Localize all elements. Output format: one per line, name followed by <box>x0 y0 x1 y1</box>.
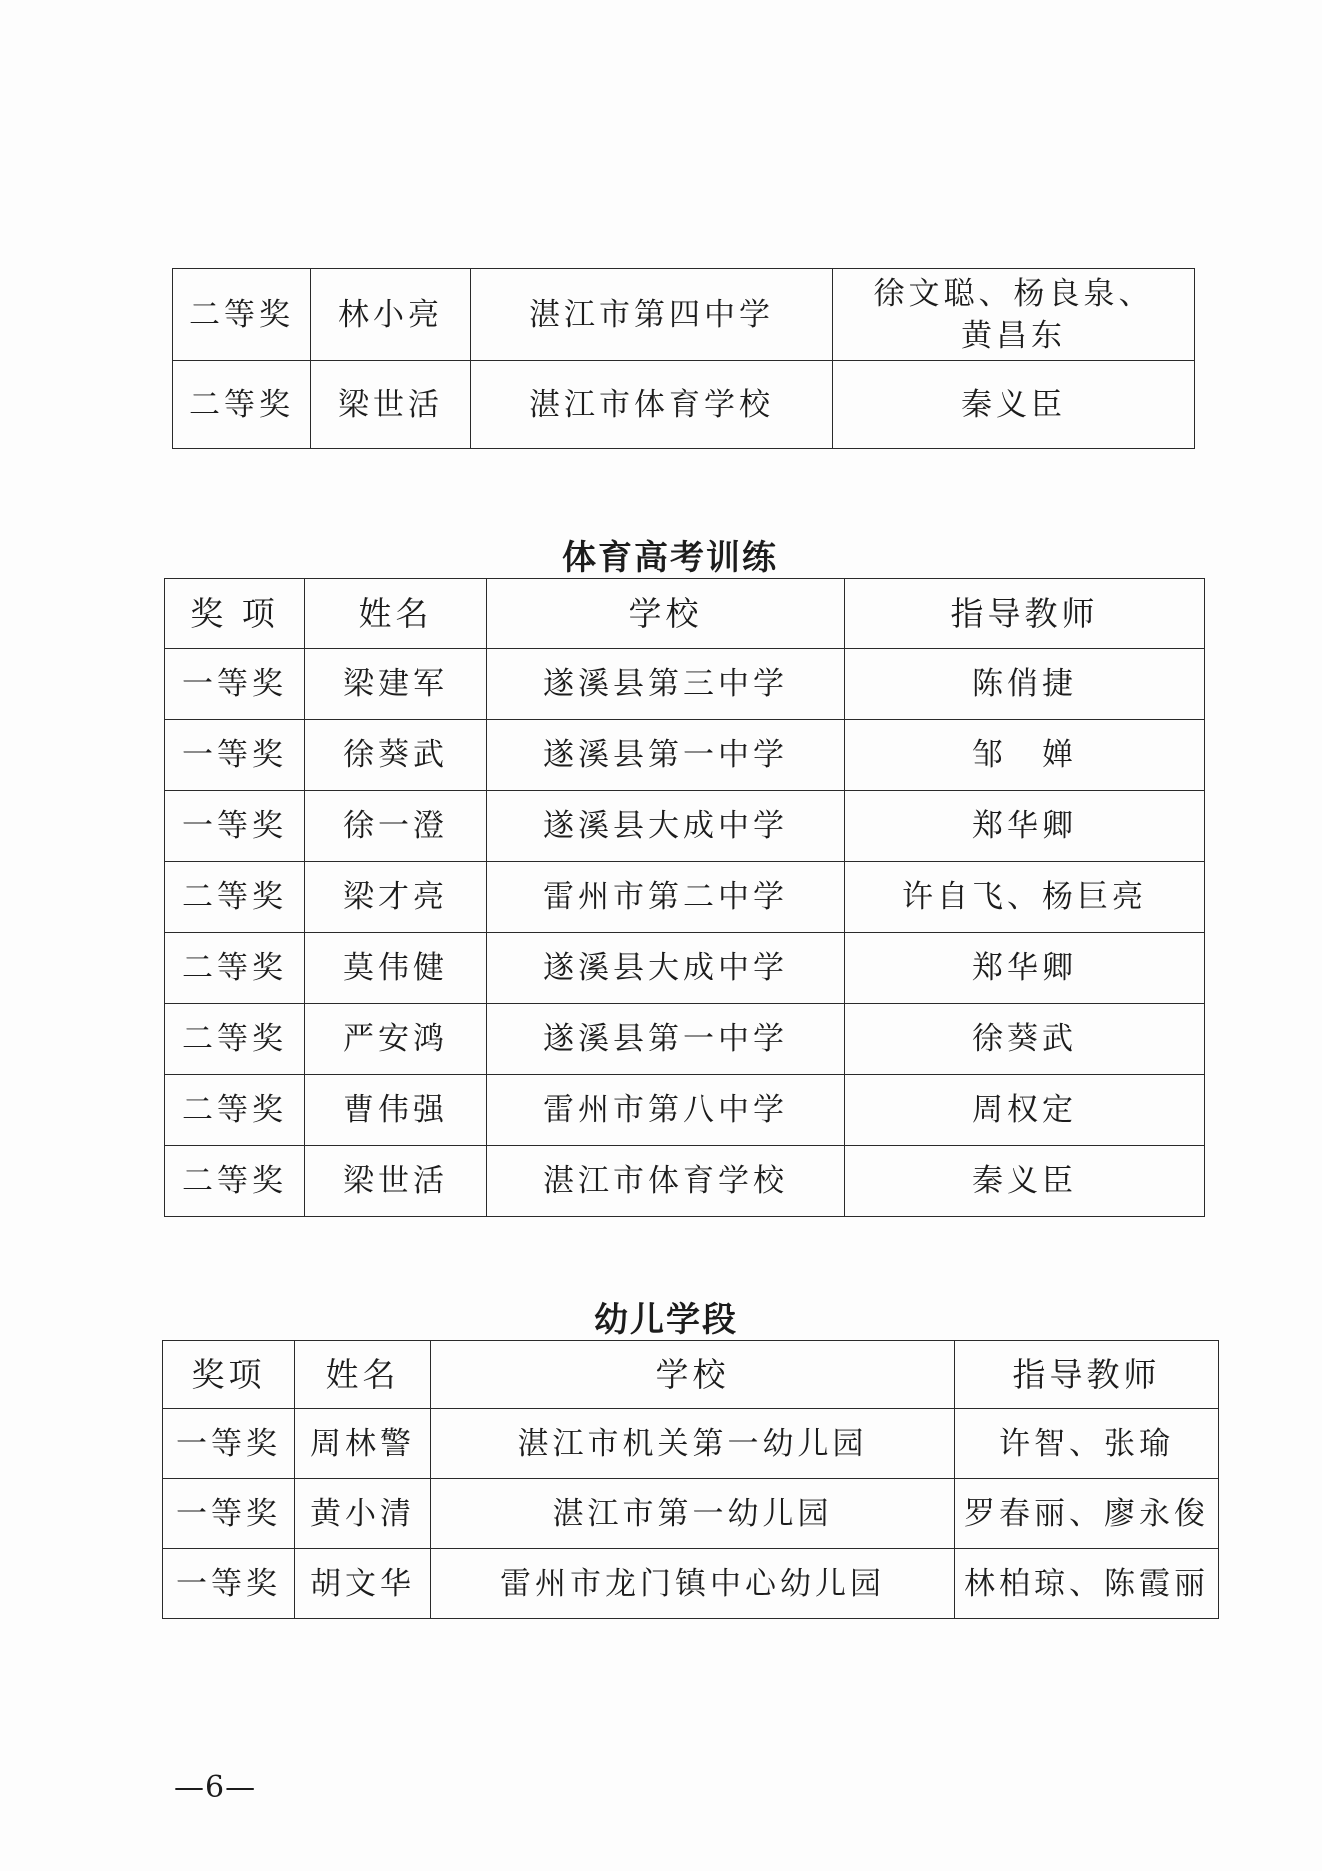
name-cell: 梁世活 <box>305 1146 487 1217</box>
page-number: —6— <box>174 1770 257 1805</box>
school-cell: 遂溪县第三中学 <box>487 649 845 720</box>
award-cell: 一等奖 <box>163 1549 295 1619</box>
teacher-cell: 许自飞、杨巨亮 <box>845 862 1205 933</box>
school-cell: 遂溪县大成中学 <box>487 933 845 1004</box>
table-row <box>165 1146 1205 1217</box>
table-row <box>173 269 1195 361</box>
school-cell: 湛江市体育学校 <box>487 1146 845 1217</box>
table-header-row <box>165 579 1205 649</box>
header-name: 姓名 <box>305 579 487 649</box>
teacher-cell: 邹 婵 <box>845 720 1205 791</box>
table-row <box>165 720 1205 791</box>
name-cell: 徐葵武 <box>305 720 487 791</box>
name-cell: 周林警 <box>295 1409 431 1479</box>
school-cell: 湛江市体育学校 <box>471 361 833 449</box>
award-cell: 一等奖 <box>165 649 305 720</box>
header-teacher: 指导教师 <box>955 1341 1219 1409</box>
teacher-cell: 郑华卿 <box>845 791 1205 862</box>
award-cell: 一等奖 <box>165 720 305 791</box>
name-cell: 黄小清 <box>295 1479 431 1549</box>
award-cell: 二等奖 <box>165 933 305 1004</box>
school-cell: 雷州市第二中学 <box>487 862 845 933</box>
school-cell: 遂溪县第一中学 <box>487 1004 845 1075</box>
teacher-cell: 秦义臣 <box>833 361 1195 449</box>
header-name: 姓名 <box>295 1341 431 1409</box>
table-row <box>165 862 1205 933</box>
school-cell: 湛江市第四中学 <box>471 269 833 361</box>
award-cell: 二等奖 <box>173 361 311 449</box>
teacher-cell: 陈俏捷 <box>845 649 1205 720</box>
teacher-cell: 周权定 <box>845 1075 1205 1146</box>
table-row <box>173 361 1195 449</box>
name-cell: 曹伟强 <box>305 1075 487 1146</box>
award-cell: 二等奖 <box>173 269 311 361</box>
header-school: 学校 <box>487 579 845 649</box>
school-cell: 雷州市第八中学 <box>487 1075 845 1146</box>
header-school: 学校 <box>431 1341 955 1409</box>
award-cell: 一等奖 <box>165 791 305 862</box>
teacher-cell <box>833 269 1195 361</box>
header-award: 奖项 <box>163 1341 295 1409</box>
school-cell: 湛江市机关第一幼儿园 <box>431 1409 955 1479</box>
name-cell: 梁才亮 <box>305 862 487 933</box>
school-cell: 雷州市龙门镇中心幼儿园 <box>431 1549 955 1619</box>
school-cell: 湛江市第一幼儿园 <box>431 1479 955 1549</box>
teacher-cell: 徐葵武 <box>845 1004 1205 1075</box>
teacher-cell: 许智、张瑜 <box>955 1409 1219 1479</box>
award-table-continued <box>172 268 1195 449</box>
table-row <box>165 649 1205 720</box>
school-cell: 遂溪县第一中学 <box>487 720 845 791</box>
table-row <box>165 791 1205 862</box>
name-cell: 胡文华 <box>295 1549 431 1619</box>
table-row <box>163 1479 1219 1549</box>
name-cell: 严安鸿 <box>305 1004 487 1075</box>
award-cell: 一等奖 <box>163 1479 295 1549</box>
award-cell: 二等奖 <box>165 1146 305 1217</box>
teacher-cell: 秦义臣 <box>845 1146 1205 1217</box>
header-teacher: 指导教师 <box>845 579 1205 649</box>
school-cell: 遂溪县大成中学 <box>487 791 845 862</box>
table-row <box>163 1409 1219 1479</box>
award-table-sports <box>164 578 1205 1217</box>
award-table-kindergarten <box>162 1340 1219 1619</box>
award-cell: 二等奖 <box>165 1004 305 1075</box>
teacher-line: 徐文聪、杨良泉、 <box>873 275 1154 312</box>
table-row <box>165 1075 1205 1146</box>
table-row <box>165 1004 1205 1075</box>
teacher-cell: 罗春丽、廖永俊 <box>955 1479 1219 1549</box>
header-award: 奖 项 <box>165 579 305 649</box>
table-row <box>165 933 1205 1004</box>
teacher-cell: 林柏琼、陈霞丽 <box>955 1549 1219 1619</box>
name-cell: 梁世活 <box>311 361 471 449</box>
section-title: 幼儿学段 <box>594 1300 738 1340</box>
award-cell: 二等奖 <box>165 862 305 933</box>
name-cell: 徐一澄 <box>305 791 487 862</box>
name-cell: 林小亮 <box>311 269 471 361</box>
award-cell: 二等奖 <box>165 1075 305 1146</box>
teacher-cell: 郑华卿 <box>845 933 1205 1004</box>
section-title: 体育高考训练 <box>562 538 778 578</box>
table-header-row <box>163 1341 1219 1409</box>
name-cell: 梁建军 <box>305 649 487 720</box>
name-cell: 莫伟健 <box>305 933 487 1004</box>
award-cell: 一等奖 <box>163 1409 295 1479</box>
table-row <box>163 1549 1219 1619</box>
teacher-line: 黄昌东 <box>961 317 1066 354</box>
